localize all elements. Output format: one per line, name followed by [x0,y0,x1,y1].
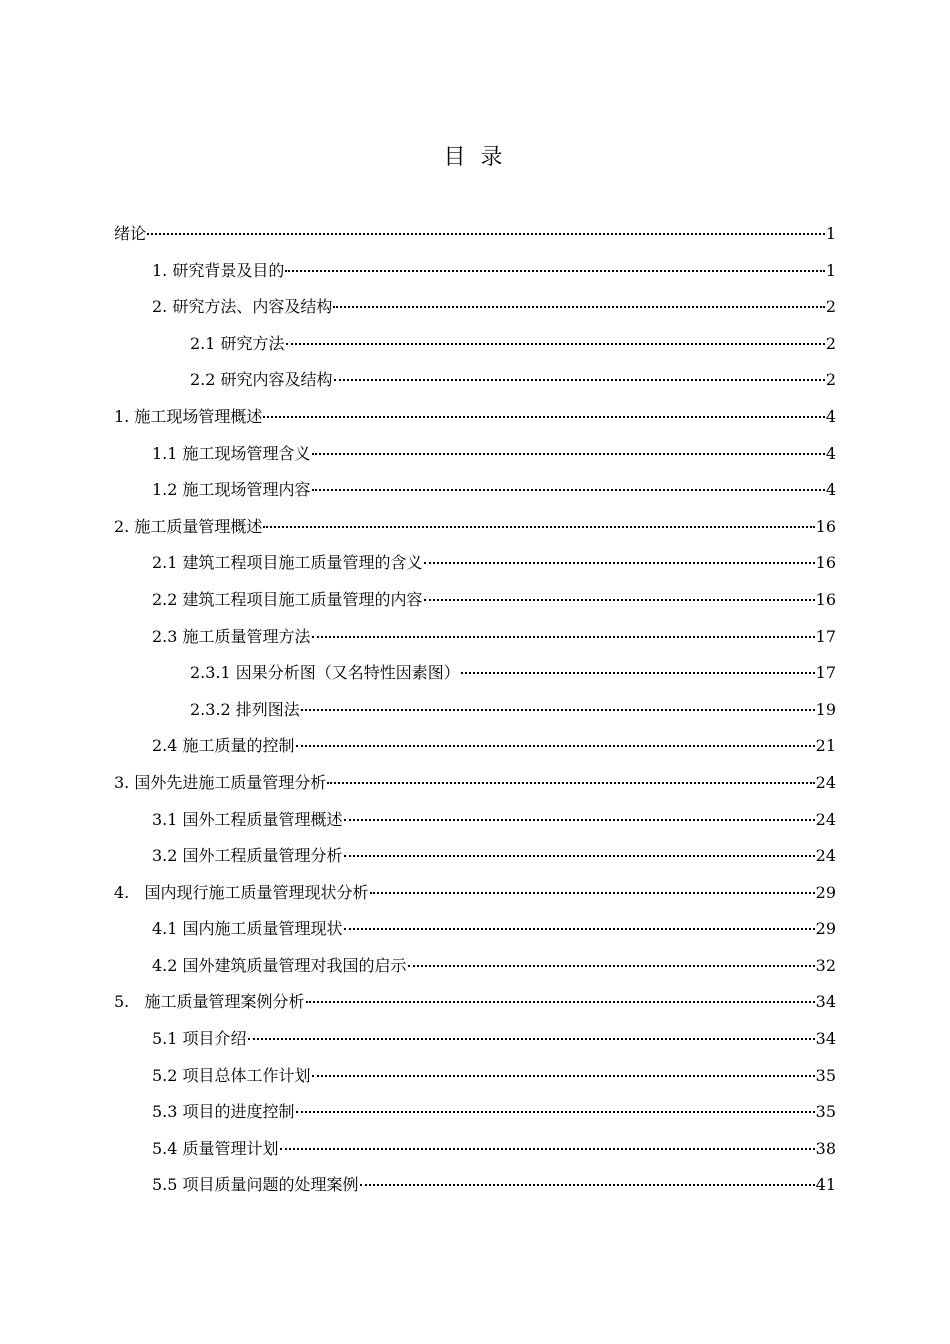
dot-leader [344,855,815,857]
toc-entry-page-number: 35 [815,1102,836,1122]
dot-leader [360,1184,815,1186]
toc-entry[interactable] [0,728,950,765]
toc-entry[interactable] [0,545,950,582]
dot-leader [327,782,814,784]
toc-entry-title: 3.2 国外工程质量管理分析 [152,846,343,866]
toc-entry-page-number: 35 [815,1065,836,1085]
toc-entry-page-number: 17 [815,663,836,683]
toc-entry-page-number: 1 [825,260,836,280]
toc-entry-title: 5.3 项目的进度控制 [152,1102,295,1122]
toc-entry-title: 2.3.2 排列图法 [190,699,300,719]
toc-entry-page-number: 29 [815,882,836,902]
toc-entry[interactable] [0,509,950,546]
toc-entry[interactable] [0,948,950,985]
dot-leader [296,745,815,747]
toc-entry-title: 5.4 质量管理计划 [152,1138,279,1158]
table-of-contents [0,216,950,1204]
dot-leader [424,599,815,601]
page-title: 目 录 [443,145,507,170]
toc-entry[interactable] [0,253,950,290]
toc-entry[interactable] [0,1021,950,1058]
toc-entry-title: 2.4 施工质量的控制 [152,736,295,756]
toc-entry[interactable] [0,289,950,326]
dot-leader [263,526,814,528]
dot-leader [334,379,825,381]
toc-entry[interactable] [0,399,950,436]
toc-entry-page-number: 2 [825,370,836,390]
toc-entry[interactable] [0,802,950,839]
toc-entry-title: 4.1 国内施工质量管理现状 [152,919,343,939]
toc-entry-title: 5.1 项目介绍 [152,1029,247,1049]
toc-entry[interactable] [0,582,950,619]
toc-entry-title: 5.2 项目总体工作计划 [152,1065,311,1085]
dot-leader [312,489,825,491]
toc-entry-page-number: 16 [815,516,836,536]
toc-entry-page-number: 41 [815,1175,836,1195]
toc-entry-title: 2.1 建筑工程项目施工质量管理的含义 [152,553,423,573]
dot-leader [312,1075,815,1077]
toc-entry-page-number: 4 [825,406,836,426]
toc-entry-title: 1. 研究背景及目的 [152,260,285,280]
dot-leader [461,672,815,674]
toc-entry-title: 2.3 施工质量管理方法 [152,626,311,646]
toc-entry[interactable] [0,875,950,912]
toc-entry-page-number: 24 [815,846,836,866]
toc-entry[interactable] [0,1058,950,1095]
toc-entry-page-number: 24 [815,772,836,792]
toc-entry-page-number: 24 [815,809,836,829]
dot-leader [263,416,824,418]
toc-entry-page-number: 17 [815,626,836,646]
toc-entry-title: 1.1 施工现场管理含义 [152,443,311,463]
toc-entry[interactable] [0,911,950,948]
toc-entry-title: 4.2 国外建筑质量管理对我国的启示 [152,955,407,975]
toc-entry[interactable] [0,472,950,509]
toc-entry-title: 绪论 [114,224,147,243]
dot-leader [312,453,825,455]
toc-entry-title: 1.2 施工现场管理内容 [152,480,311,500]
toc-entry-title: 2. 研究方法、内容及结构 [152,297,333,317]
toc-entry-page-number: 29 [815,919,836,939]
toc-entry-page-number: 34 [815,992,836,1012]
dot-leader [301,709,815,711]
dot-leader [344,928,815,930]
toc-entry-title: 4. 国内现行施工质量管理现状分析 [114,882,369,902]
toc-entry[interactable] [0,1094,950,1131]
dot-leader [370,892,815,894]
dot-leader [248,1038,815,1040]
dot-leader [285,270,824,272]
toc-entry-title: 5.5 项目质量问题的处理案例 [152,1175,359,1195]
dot-leader [286,343,825,345]
toc-entry-title: 2.2 研究内容及结构 [190,370,333,390]
toc-entry-title: 2.2 建筑工程项目施工质量管理的内容 [152,589,423,609]
dot-leader [344,819,815,821]
toc-entry[interactable] [0,436,950,473]
toc-entry[interactable] [0,1167,950,1204]
toc-entry-page-number: 2 [825,297,836,317]
toc-entry[interactable] [0,655,950,692]
toc-entry-page-number: 16 [815,553,836,573]
toc-entry-title: 3. 国外先进施工质量管理分析 [114,772,327,792]
toc-entry[interactable] [0,692,950,729]
dot-leader [424,562,815,564]
toc-entry[interactable] [0,216,950,253]
toc-entry-page-number: 1 [825,224,836,243]
dot-leader [147,233,825,235]
toc-entry-title: 1. 施工现场管理概述 [114,406,263,426]
toc-entry-page-number: 4 [825,480,836,500]
dot-leader [312,636,815,638]
toc-entry-page-number: 34 [815,1029,836,1049]
toc-entry[interactable] [0,838,950,875]
dot-leader [296,1111,815,1113]
toc-entry-page-number: 19 [815,699,836,719]
dot-leader [333,306,824,308]
toc-entry-page-number: 21 [815,736,836,756]
toc-entry[interactable] [0,1131,950,1168]
toc-entry-title: 2. 施工质量管理概述 [114,516,263,536]
toc-entry-title: 2.3.1 因果分析图（又名特性因素图） [190,663,460,683]
toc-entry-page-number: 16 [815,589,836,609]
toc-entry-page-number: 4 [825,443,836,463]
toc-entry-page-number: 2 [825,333,836,353]
dot-leader [408,965,815,967]
toc-entry[interactable] [0,619,950,656]
toc-entry[interactable] [0,326,950,363]
toc-entry-title: 3.1 国外工程质量管理概述 [152,809,343,829]
toc-entry-page-number: 32 [815,955,836,975]
toc-entry[interactable] [0,362,950,399]
toc-entry[interactable] [0,984,950,1021]
toc-entry[interactable] [0,765,950,802]
toc-entry-title: 5. 施工质量管理案例分析 [114,992,305,1012]
dot-leader [280,1148,815,1150]
dot-leader [306,1001,815,1003]
toc-entry-title: 2.1 研究方法 [190,333,285,353]
toc-entry-page-number: 38 [815,1138,836,1158]
